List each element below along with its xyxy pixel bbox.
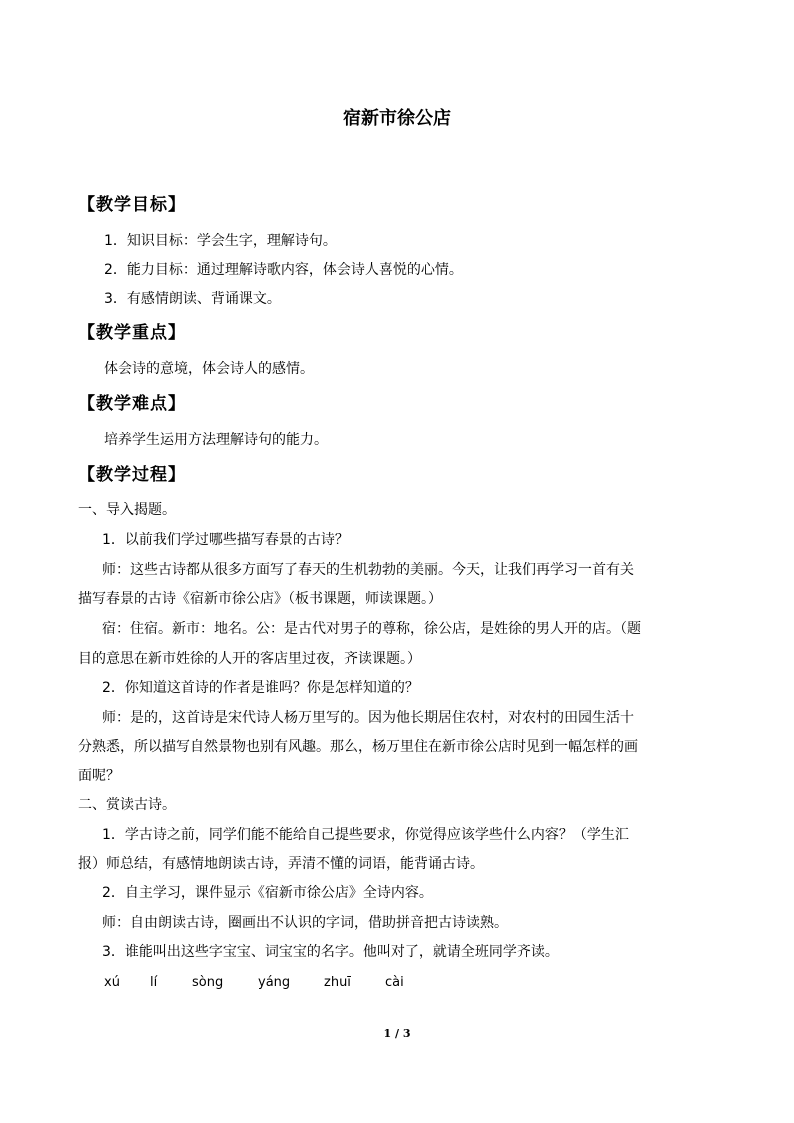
paragraph-line: 目的意思在新市姓徐的人开的客店里过夜，齐读课题。）	[78, 651, 421, 667]
page-title: 宿新市徐公店	[343, 108, 451, 129]
goal-item: 1．知识目标：学会生字，理解诗句。	[104, 233, 337, 249]
pinyin-syllable: zhuī	[324, 975, 351, 990]
pinyin-syllable: lí	[150, 975, 158, 990]
process-heading: 【教学过程】	[78, 465, 186, 485]
paragraph-line: 报）师总结，有感情地朗读古诗，弄清不懂的词语，能背诵古诗。	[78, 856, 484, 872]
paragraph-line: 面呢？	[78, 768, 120, 784]
paragraph-line: 1．以前我们学过哪些描写春景的古诗？	[102, 532, 349, 548]
pinyin-syllable: xú	[104, 975, 120, 990]
paragraph-line: 宿：住宿。新市：地名。公：是古代对男子的尊称，徐公店，是姓徐的男人开的店。（题	[102, 621, 641, 637]
paragraph-line: 2．自主学习，课件显示《宿新市徐公店》全诗内容。	[102, 885, 433, 901]
pinyin-syllable: yáng	[258, 975, 291, 990]
paragraph-line: 1．学古诗之前，同学们能不能给自己提些要求，你觉得应该学些什么内容？（学生汇	[102, 827, 629, 843]
pinyin-syllable: cài	[385, 975, 404, 990]
process-part-heading: 一、导入揭题。	[78, 502, 176, 518]
goal-item: 3．有感情朗读、背诵课文。	[104, 291, 281, 307]
paragraph-line: 3．谁能叫出这些字宝宝、词宝宝的名字。他叫对了，就请全班同学齐读。	[102, 944, 559, 960]
difficulty-text: 培养学生运用方法理解诗句的能力。	[104, 432, 328, 448]
paragraph-line: 2．你知道这首诗的作者是谁吗？你是怎样知道的？	[102, 680, 419, 696]
paragraph-line: 师：自由朗读古诗，圈画出不认识的字词，借助拼音把古诗读熟。	[102, 915, 508, 931]
key-heading: 【教学重点】	[78, 323, 186, 343]
paragraph-line: 师：这些古诗都从很多方面写了春天的生机勃勃的美丽。今天，让我们再学习一首有关	[102, 562, 634, 578]
paragraph-line: 描写春景的古诗《宿新市徐公店》（板书课题，师读课题。）	[78, 591, 442, 607]
process-part-heading: 二、赏读古诗。	[78, 797, 176, 813]
paragraph-line: 分熟悉，所以描写自然景物也别有风趣。那么，杨万里住在新市徐公店时见到一幅怎样的画	[78, 739, 638, 755]
pinyin-syllable: sòng	[192, 975, 224, 990]
difficulty-heading: 【教学难点】	[78, 394, 186, 414]
goal-item: 2．能力目标：通过理解诗歌内容，体会诗人喜悦的心情。	[104, 262, 463, 278]
goals-heading: 【教学目标】	[78, 195, 186, 215]
page-number: 1 / 3	[383, 1027, 411, 1040]
paragraph-line: 师：是的，这首诗是宋代诗人杨万里写的。因为他长期居住农村，对农村的田园生活十	[102, 710, 634, 726]
key-text: 体会诗的意境，体会诗人的感情。	[104, 361, 314, 377]
